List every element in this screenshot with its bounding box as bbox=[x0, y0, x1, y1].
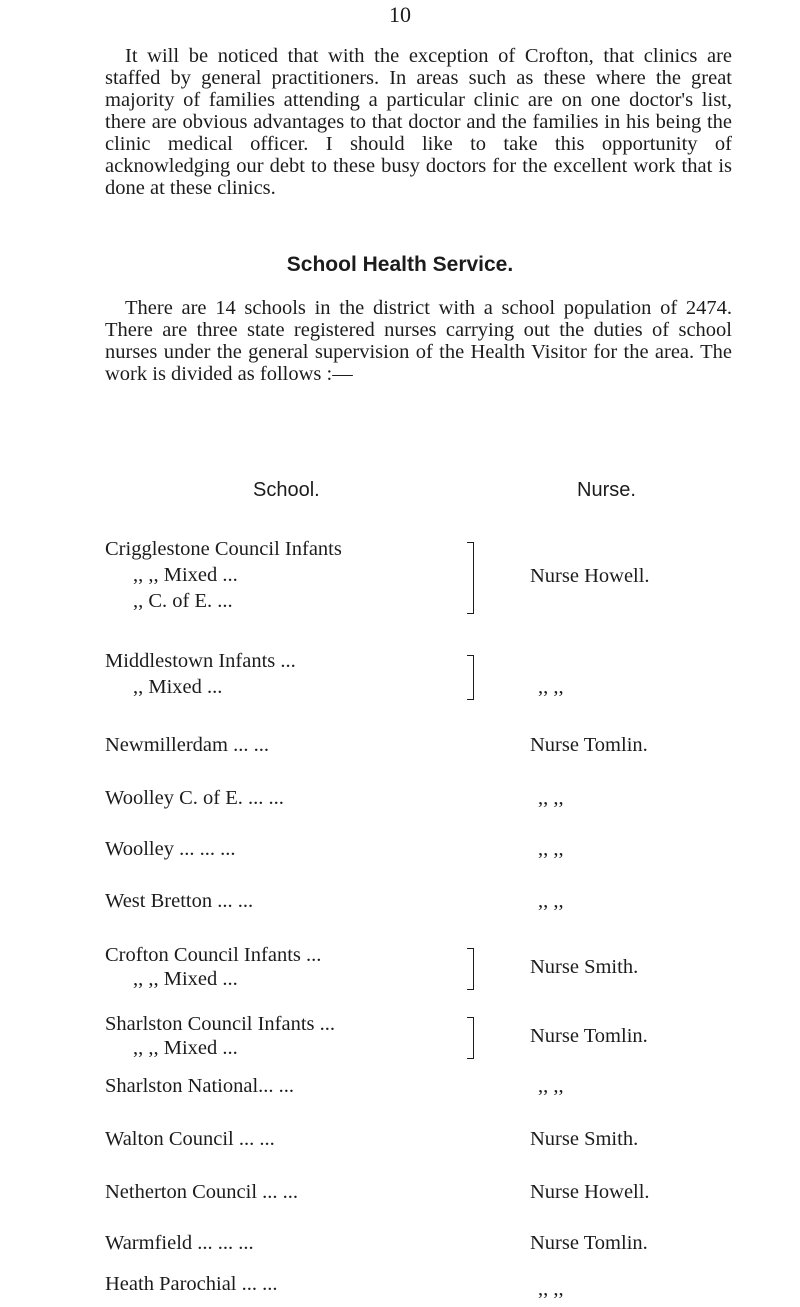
nurse-assignment: Nurse Smith. bbox=[530, 956, 639, 978]
school-entry: Woolley ... ... ... bbox=[105, 838, 236, 860]
school-entry: Sharlston National... ... bbox=[105, 1075, 295, 1097]
school-entry: Warmfield ... ... ... bbox=[105, 1232, 254, 1254]
section-heading: School Health Service. bbox=[286, 253, 514, 276]
school-entry: Woolley C. of E. ... ... bbox=[105, 787, 284, 809]
column-header-nurse: Nurse. bbox=[577, 479, 636, 501]
nurse-assignment: ,, ,, bbox=[538, 838, 564, 860]
group-brace bbox=[467, 542, 474, 614]
nurse-assignment: ,, ,, bbox=[538, 1075, 564, 1097]
school-entry: ,, ,, Mixed ... bbox=[133, 1037, 238, 1059]
nurse-assignment: Nurse Tomlin. bbox=[530, 1232, 648, 1254]
school-entry: ,, Mixed ... bbox=[133, 676, 223, 698]
nurse-assignment: Nurse Howell. bbox=[530, 565, 650, 587]
section-paragraph: There are 14 schools in the district with a school population of 2474. There are three state registered nurses carrying out the duties of school nurses under the general supervision of the Health Visitor for the area. The work is divided as follows :— bbox=[105, 297, 732, 385]
school-entry: Netherton Council ... ... bbox=[105, 1181, 299, 1203]
nurse-assignment: Nurse Tomlin. bbox=[530, 734, 648, 756]
school-entry: Sharlston Council Infants ... bbox=[105, 1013, 336, 1035]
school-entry: Crigglestone Council Infants bbox=[105, 538, 342, 560]
group-brace bbox=[467, 655, 474, 700]
school-entry: ,, C. of E. ... bbox=[133, 590, 233, 612]
school-entry: ,, ,, Mixed ... bbox=[133, 564, 238, 586]
school-entry: ,, ,, Mixed ... bbox=[133, 968, 238, 990]
nurse-assignment: Nurse Smith. bbox=[530, 1128, 639, 1150]
intro-paragraph: It will be noticed that with the exception of Crofton, that clinics are staffed by general practitioners. In areas such as these where the great majority of families attending a particular clinic are on one doctor's list, there are obvious advantages to that doctor and the families in his being the clinic medical officer. I should like to take this opportunity of acknowledging our debt to these busy doctors for the excellent work that is done at these clinics. bbox=[105, 45, 732, 199]
school-entry: Middlestown Infants ... bbox=[105, 650, 296, 672]
nurse-assignment: ,, ,, bbox=[538, 890, 564, 912]
nurse-assignment: Nurse Howell. bbox=[530, 1181, 650, 1203]
school-entry: Heath Parochial ... ... bbox=[105, 1273, 278, 1295]
school-entry: Walton Council ... ... bbox=[105, 1128, 275, 1150]
school-entry: Newmillerdam ... ... bbox=[105, 734, 269, 756]
nurse-assignment: ,, ,, bbox=[538, 676, 564, 698]
nurse-assignment: Nurse Tomlin. bbox=[530, 1025, 648, 1047]
group-brace bbox=[467, 1017, 474, 1059]
nurse-assignment: ,, ,, bbox=[538, 1278, 564, 1300]
nurse-assignment: ,, ,, bbox=[538, 787, 564, 809]
group-brace bbox=[467, 948, 474, 990]
page-number: 10 bbox=[389, 2, 411, 27]
school-entry: Crofton Council Infants ... bbox=[105, 944, 322, 966]
column-header-school: School. bbox=[253, 479, 320, 501]
school-entry: West Bretton ... ... bbox=[105, 890, 254, 912]
